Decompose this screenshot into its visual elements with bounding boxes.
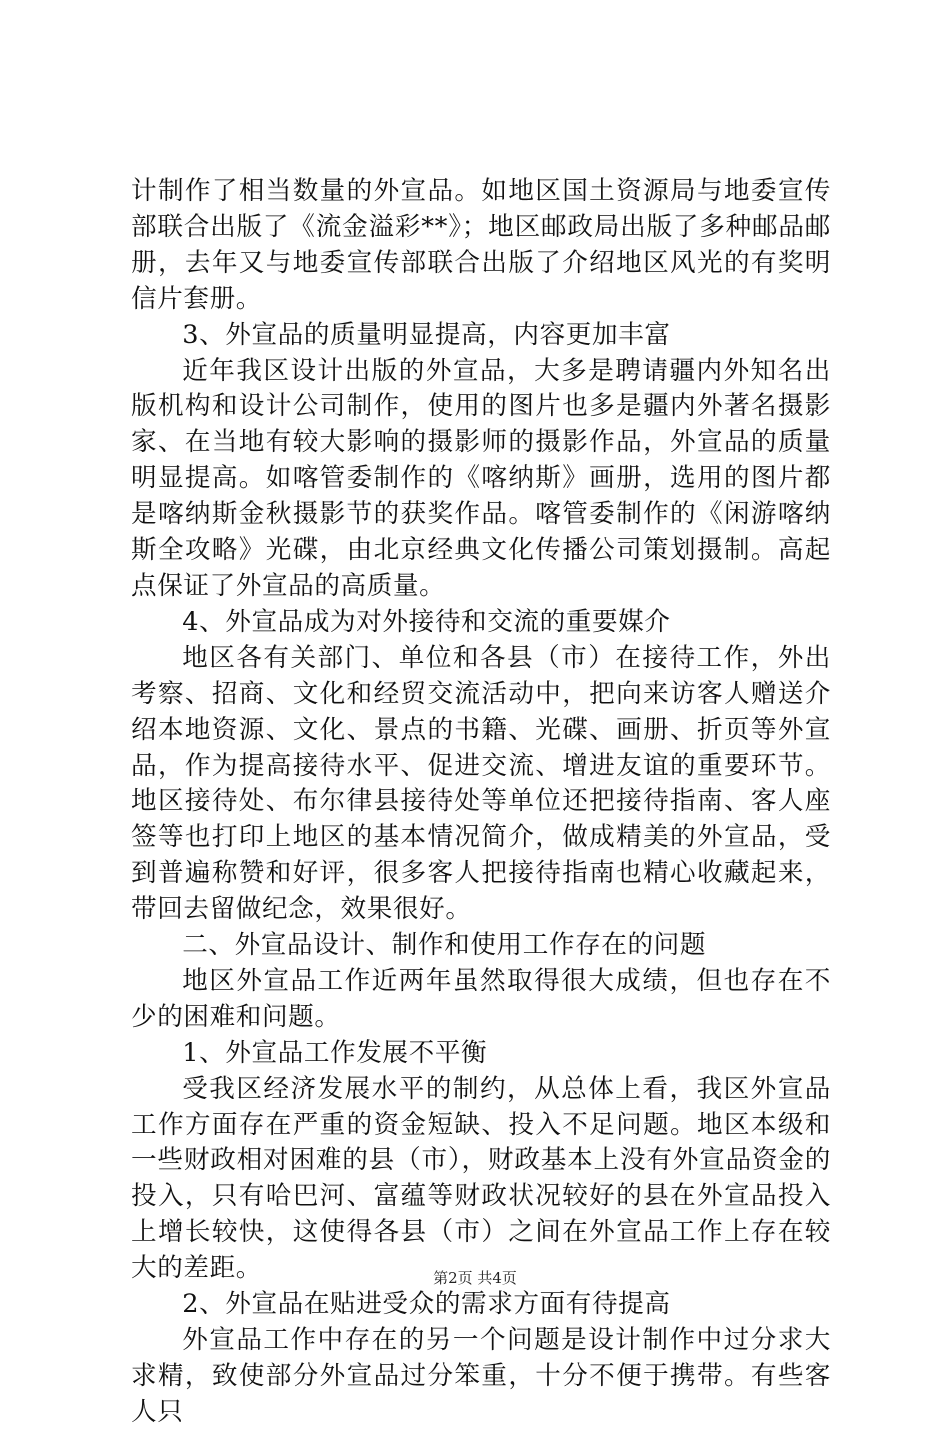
paragraph: 计制作了相当数量的外宣品。如地区国土资源局与地委宣传部联合出版了《流金溢彩**》；地区邮政局出版了多种邮品邮册，去年又与地委宣传部联合出版了介绍地区风光的有奖明信片套册。 <box>131 176 831 314</box>
paragraph: 受我区经济发展水平的制约，从总体上看，我区外宣品工作方面存在严重的资金短缺、投入不足问题。地区本级和一些财政相对困难的县（市），财政基本上没有外宣品资金的投入，只有哈巴河、富蕴等财政状况较好的县在外宣品投入上增长较快，这使得各县（市）之间在外宣品工作上存在较大的差距。 <box>131 1073 831 1284</box>
paragraph: 地区外宣品工作近两年虽然取得很大成绩，但也存在不少的困难和问题。 <box>131 965 831 1032</box>
document-body <box>131 174 831 1431</box>
paragraph: 近年我区设计出版的外宣品，大多是聘请疆内外知名出版机构和设计公司制作，使用的图片也多是疆内外著名摄影家、在当地有较大影响的摄影师的摄影作品，外宣品的质量明显提高。如喀管委制作的《喀纳斯》画册，选用的图片都是喀纳斯金秋摄影节的获奖作品。喀管委制作的《闲游喀纳斯全攻略》光碟，由北京经典文化传播公司策划摄制。高起点保证了外宣品的高质量。 <box>131 355 831 601</box>
section-heading: 4、外宣品成为对外接待和交流的重要媒介 <box>182 606 671 637</box>
section-heading: 二、外宣品设计、制作和使用工作存在的问题 <box>182 930 707 961</box>
section-heading: 3、外宣品的质量明显提高，内容更加丰富 <box>182 319 671 350</box>
paragraph: 外宣品工作中存在的另一个问题是设计制作中过分求大求精，致使部分外宣品过分笨重，十分不便于携带。有些客人只 <box>131 1325 831 1427</box>
page-number-footer: 第2页 共4页 <box>433 1269 517 1287</box>
section-heading: 2、外宣品在贴进受众的需求方面有待提高 <box>182 1289 671 1320</box>
section-heading: 1、外宣品工作发展不平衡 <box>182 1037 488 1068</box>
paragraph: 地区各有关部门、单位和各县（市）在接待工作，外出考察、招商、文化和经贸交流活动中，把向来访客人赠送介绍本地资源、文化、景点的书籍、光碟、画册、折页等外宣品，作为提高接待水平、促进交流、增进友谊的重要环节。地区接待处、布尔律县接待处等单位还把接待指南、客人座签等也打印上地区的基本情况简介，做成精美的外宣品，受到普遍称赞和好评，很多客人把接待指南也精心收藏起来，带回去留做纪念，效果很好。 <box>131 642 831 925</box>
